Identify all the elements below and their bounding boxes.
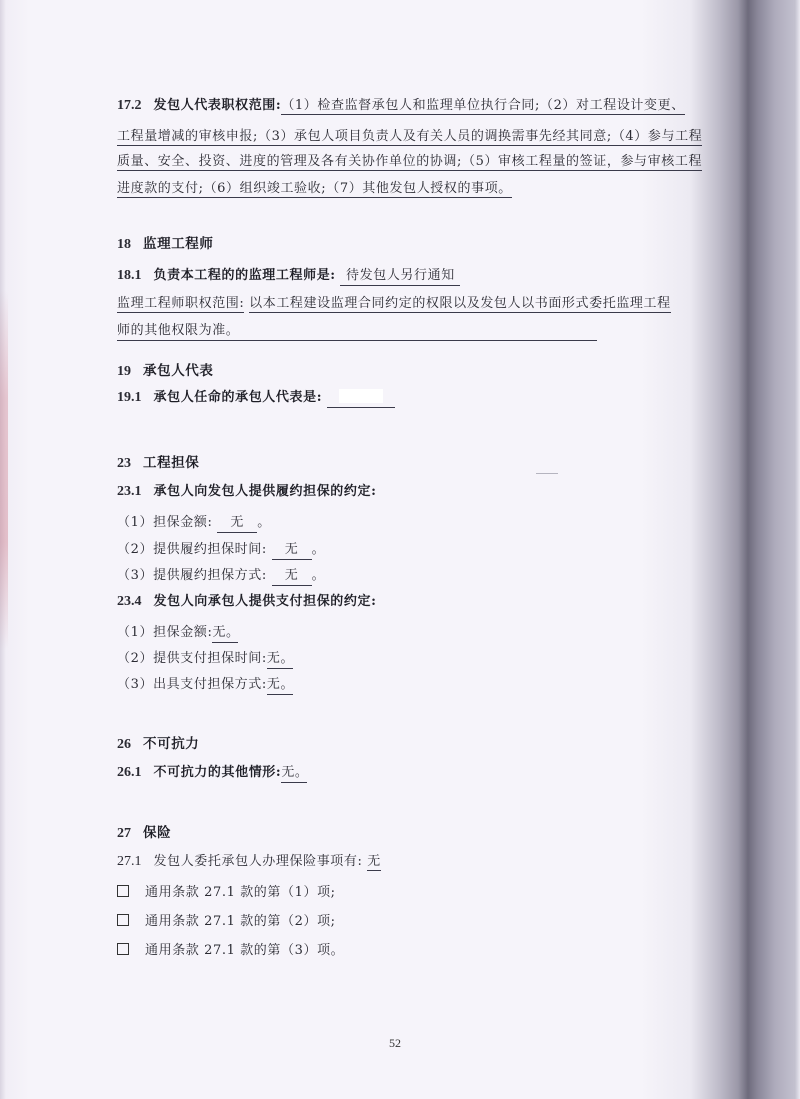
insurance-value: 无: [367, 854, 381, 869]
clause-text: 质量、安全、投资、进度的管理及各有关协作单位的协调;（5）审核工程量的签证，参与审核工程: [117, 154, 703, 169]
clause-number: 19.1: [117, 390, 142, 405]
page-edge-stain: [0, 290, 8, 650]
clause-number: 27.1: [117, 854, 142, 869]
scope-label: 监理工程师职权范围:: [117, 296, 245, 311]
item-value: 无。: [267, 650, 293, 669]
insurance-option-3: [117, 942, 344, 960]
section-19-heading: [117, 362, 214, 381]
supervisor-scope-line-2: [117, 322, 597, 341]
clause-label: 发包人委托承包人办理保险事项有:: [153, 854, 363, 869]
clause-17-2-line-4: [117, 180, 512, 198]
clause-26-1: [117, 764, 307, 783]
supervising-engineer-value: 待发包人另行通知: [340, 267, 460, 286]
section-number: 27: [117, 826, 131, 841]
checkbox-icon[interactable]: [117, 914, 129, 926]
clause-text: （1）检查监督承包人和监理单位执行合同;（2）对工程设计变更、: [281, 98, 685, 113]
item-label: （2）提供履约担保时间:: [117, 542, 267, 557]
section-number: 26: [117, 737, 131, 752]
payment-guarantee-item-2: [117, 650, 293, 669]
section-title: 工程担保: [143, 455, 200, 471]
redacted-name: [339, 389, 383, 403]
section-26-heading: [117, 735, 199, 754]
clause-label: 发包人向承包人提供支付担保的约定:: [153, 594, 377, 609]
clause-label: 发包人代表职权范围:: [153, 98, 282, 113]
option-label: 通用条款 27.1 款的第（2）项;: [145, 914, 336, 929]
item-label: （3）提供履约担保方式:: [117, 568, 267, 583]
item-value: 无: [217, 514, 257, 533]
section-23-heading: [117, 454, 199, 473]
item-value: 无。: [267, 676, 293, 695]
item-value: 无: [272, 541, 312, 560]
guarantee-item-2: （2）提供履约担保时间: 无 。: [117, 541, 325, 560]
guarantee-item-1: （1）担保金额: 无 。: [117, 514, 271, 533]
clause-label: 不可抗力的其他情形:: [153, 765, 282, 780]
item-label: （1）担保金额:: [117, 515, 213, 530]
clause-18-1: [117, 267, 460, 286]
payment-guarantee-item-3: [117, 676, 293, 695]
item-value: 无: [272, 567, 312, 586]
clause-17-2-line-1: [117, 97, 685, 115]
checkbox-icon[interactable]: [117, 943, 129, 955]
clause-23-4: [117, 593, 377, 611]
clause-number: 17.2: [117, 98, 142, 113]
section-27-heading: [117, 824, 171, 843]
clause-number: 18.1: [117, 268, 142, 283]
section-title: 不可抗力: [143, 736, 200, 752]
option-label: 通用条款 27.1 款的第（3）项。: [145, 943, 345, 958]
clause-number: 23.1: [117, 484, 142, 499]
item-label: （1）担保金额:: [117, 625, 213, 640]
clause-number: 26.1: [117, 765, 142, 780]
option-label: 通用条款 27.1 款的第（1）项;: [145, 885, 336, 900]
clause-text: 进度款的支付;（6）组织竣工验收;（7）其他发包人授权的事项。: [117, 181, 512, 196]
clause-text: 工程量增减的审核申报;（3）承包人项目负责人及有关人员的调换需事先经其同意;（4）参与工程: [117, 129, 703, 144]
section-number: 18: [117, 237, 131, 252]
clause-label: 负责本工程的的监理工程师是:: [153, 268, 336, 283]
item-value: 无。: [212, 624, 238, 643]
item-label: （2）提供支付担保时间:: [117, 651, 267, 666]
payment-guarantee-item-1: [117, 624, 238, 643]
page-number: 52: [389, 1036, 401, 1050]
stray-mark: [536, 473, 558, 474]
scope-text: 师的其他权限为准。: [117, 322, 597, 341]
clause-number: 23.4: [117, 594, 142, 609]
scope-text: 以本工程建设监理合同约定的权限以及发包人以书面形式委托监理工程: [249, 296, 671, 311]
section-title: 保险: [143, 825, 172, 841]
section-18-heading: [117, 235, 214, 254]
item-label: （3）出具支付担保方式:: [117, 677, 267, 692]
force-majeure-value: 无。: [281, 764, 307, 783]
section-title: 承包人代表: [143, 363, 214, 379]
clause-label: 承包人任命的承包人代表是:: [153, 390, 323, 405]
section-title: 监理工程师: [143, 236, 214, 252]
insurance-option-1: [117, 884, 336, 902]
clause-27-1: [117, 853, 381, 871]
checkbox-icon[interactable]: [117, 885, 129, 897]
contractor-rep-value: [327, 389, 395, 408]
section-number: 23: [117, 456, 131, 471]
guarantee-item-3: （3）提供履约担保方式: 无 。: [117, 567, 325, 586]
clause-19-1: [117, 389, 395, 408]
supervisor-scope-line-1: [117, 295, 671, 313]
clause-23-1: [117, 483, 377, 501]
section-number: 19: [117, 364, 131, 379]
insurance-option-2: [117, 913, 336, 931]
clause-label: 承包人向发包人提供履约担保的约定:: [153, 484, 377, 499]
clause-17-2-line-3: [117, 153, 702, 171]
clause-17-2-line-2: [117, 128, 702, 146]
